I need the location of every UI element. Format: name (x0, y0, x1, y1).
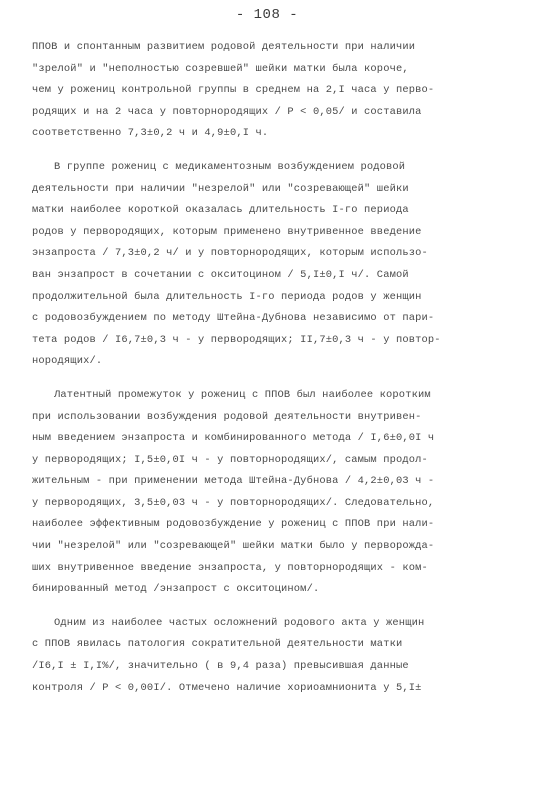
text-line: ших внутривенное введение энзапроста, у повторнородящих - ком- (32, 561, 428, 574)
paragraph-2 (32, 157, 506, 373)
paragraph-4 (32, 613, 506, 699)
text-line: деятельности при наличии "незрелой" или "созревающей" шейки (32, 182, 409, 195)
text-line: нородящих/. (32, 355, 103, 368)
text-line: матки наиболее короткой оказалась длительность I-го периода (32, 204, 409, 217)
text-line: Латентный промежуток у рожениц с ППОВ был наиболее коротким (54, 388, 431, 401)
text-line: энзапроста / 7,3±0,2 ч/ и у повторнородящих, которым использо- (32, 247, 428, 260)
text-line: у первородящих, 3,5±0,03 ч - у повторнородящих/. Следовательно, (32, 496, 435, 509)
text-line: наиболее эффективным родовозбуждение у рожениц с ППОВ при нали- (32, 518, 435, 531)
text-line: у первородящих; I,5±0,0I ч - у повторнородящих/, самым продол- (32, 453, 428, 466)
text-line: чии "незрелой" или "созревающей" шейки матки было у перворожда- (32, 540, 435, 553)
text-line: "зрелой" и "неполностью созревшей" шейки матки была короче, (32, 62, 409, 75)
page-number: - 108 - (235, 7, 299, 23)
text-line: Одним из наиболее частых осложнений родового акта у женщин (54, 616, 425, 629)
text-line: продолжительной была длительность I-го периода родов у женщин (32, 290, 422, 303)
text-line: ным введением энзапроста и комбинированного метода / I,6±0,0I ч (32, 432, 435, 445)
text-line: чем у рожениц контрольной группы в среднем на 2,I часа у перво- (32, 84, 435, 97)
text-line: с ППОВ явилась патология сократительной деятельности матки (32, 638, 403, 651)
text-line: бинированный метод /энзапрост с окситоцином/. (32, 583, 320, 596)
text-line: родов у первородящих, которым применено внутривенное введение (32, 225, 422, 238)
text-line: с родовозбуждением по методу Штейна-Дубнова независимо от пари- (32, 312, 435, 325)
text-line: /I6,I ± I,I%/, значительно ( в 9,4 раза) превысившая данные (32, 660, 409, 673)
text-line: соответственно 7,3±0,2 ч и 4,9±0,I ч. (32, 127, 269, 140)
text-line: родящих и на 2 часа у повторнородящих / Р < 0,05/ и составила (32, 105, 422, 118)
text-line: В группе рожениц с медикаментозным возбуждением родовой (54, 160, 406, 173)
text-line: при использовании возбуждения родовой деятельности внутривен- (32, 410, 422, 423)
body-text (32, 37, 506, 699)
text-line: ППОВ и спонтанным развитием родовой деятельности при наличии (32, 41, 416, 53)
text-line: ван энзапрост в сочетании с окситоцином / 5,I±0,I ч/. Самой (32, 268, 409, 281)
paragraph-1 (32, 37, 506, 145)
paragraph-3 (32, 385, 506, 601)
text-line: тета родов / I6,7±0,3 ч - у первородящих; II,7±0,3 ч - у повтор- (32, 333, 441, 346)
text-line: жительным - при применении метода Штейна-Дубнова / 4,2±0,03 ч - (32, 475, 435, 488)
text-line: контроля / Р < 0,00I/. Отмечено наличие хориоамнионита у 5,I± (32, 681, 422, 694)
